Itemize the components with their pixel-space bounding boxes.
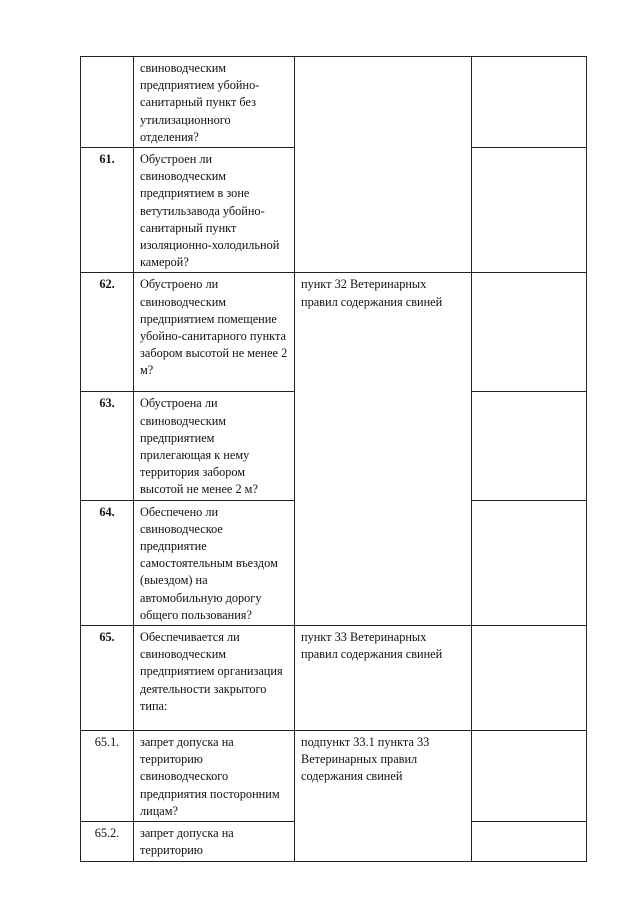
item-number: 64. bbox=[81, 500, 134, 625]
answer-cell[interactable] bbox=[472, 273, 587, 392]
answer-cell[interactable] bbox=[472, 626, 587, 731]
item-question: Обустроен ли свиноводческим предприятием в зоне ветутильзавода убойно-санитарный пункт изоляционно-холодильной камерой? bbox=[134, 148, 295, 273]
table-row bbox=[81, 273, 587, 392]
item-number: 65.1. bbox=[81, 731, 134, 822]
item-question: Обустроена ли свиноводческим предприятием прилегающая к нему территория забором высотой не менее 2 м? bbox=[134, 392, 295, 500]
table-row bbox=[81, 626, 587, 731]
item-question: Обеспечивается ли свиноводческим предприятием организация деятельности закрытого типа: bbox=[134, 626, 295, 731]
item-question: свиноводческим предприятием убойно-санитарный пункт без утилизационного отделения? bbox=[134, 57, 295, 148]
item-number: 62. bbox=[81, 273, 134, 392]
answer-cell[interactable] bbox=[472, 822, 587, 861]
answer-cell[interactable] bbox=[472, 392, 587, 500]
table-row bbox=[81, 731, 587, 822]
answer-cell[interactable] bbox=[472, 731, 587, 822]
item-question: запрет допуска на территорию свиноводческого предприятия посторонним лицам? bbox=[134, 731, 295, 822]
table-row bbox=[81, 57, 587, 148]
item-reference: пункт 32 Ветеринарных правил содержания свиней bbox=[295, 273, 472, 626]
item-number: 65. bbox=[81, 626, 134, 731]
item-reference: пункт 33 Ветеринарных правил содержания свиней bbox=[295, 626, 472, 731]
item-number: 61. bbox=[81, 148, 134, 273]
item-reference bbox=[295, 57, 472, 273]
item-question: запрет допуска на территорию bbox=[134, 822, 295, 861]
answer-cell[interactable] bbox=[472, 500, 587, 625]
item-number bbox=[81, 57, 134, 148]
item-reference: подпункт 33.1 пункта 33 Ветеринарных правил содержания свиней bbox=[295, 731, 472, 861]
item-number: 63. bbox=[81, 392, 134, 500]
item-question: Обеспечено ли свиноводческое предприятие самостоятельным въездом (выездом) на автомобильную дорогу общего пользования? bbox=[134, 500, 295, 625]
item-number: 65.2. bbox=[81, 822, 134, 861]
answer-cell[interactable] bbox=[472, 148, 587, 273]
answer-cell[interactable] bbox=[472, 57, 587, 148]
checklist-table bbox=[80, 56, 587, 862]
item-question: Обустроено ли свиноводческим предприятием помещение убойно-санитарного пункта забором высотой не менее 2 м? bbox=[134, 273, 295, 392]
